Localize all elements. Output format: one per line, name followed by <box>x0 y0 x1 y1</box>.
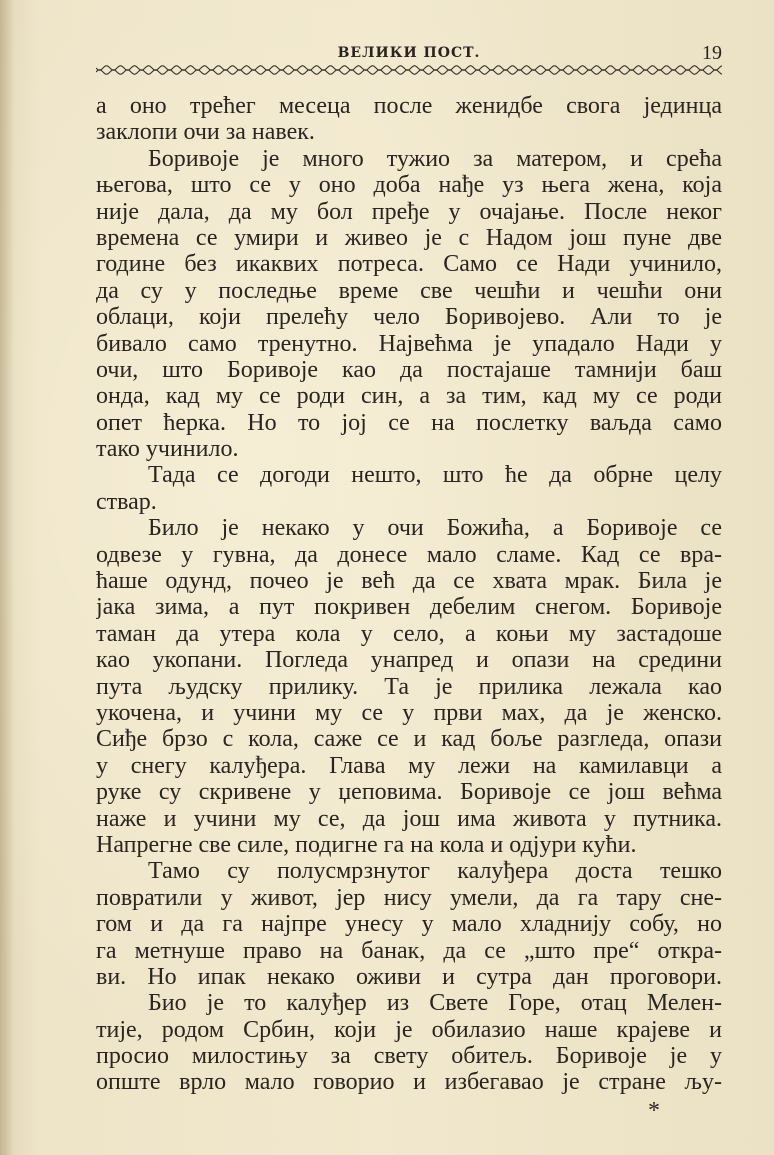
text-line: ви. Но ипак некако оживи и сутра дан проговори. <box>96 963 722 990</box>
page-number: 19 <box>702 42 722 64</box>
text-line: Био је то калуђер из Свете Горе, отац Мелен- <box>148 990 722 1017</box>
running-head: ВЕЛИКИ ПОСТ. <box>337 45 481 61</box>
text-line: Напрегне све силе, подигне га на кола и одјури кући. <box>96 831 637 858</box>
page-gutter-shadow <box>0 0 14 1155</box>
text-line: пута људску прилику. Та је прилика лежала као <box>96 673 722 700</box>
signature-mark: * <box>648 1098 660 1124</box>
text-line: руке су скривене у џеповима. Боривоје се још већма <box>96 779 722 806</box>
text-line: у снегу калуђера. Глава му лежи на камилавци а <box>96 752 722 779</box>
text-line: опште врло мало говорио и избегавао је стране љу- <box>96 1069 722 1096</box>
text-line: године без икаквих потреса. Само се Нади учинило, <box>96 251 722 278</box>
text-line: просио милостињу за свету обитељ. Боривоје је у <box>96 1043 722 1070</box>
text-line: тије, родом Србин, који је обилазио наше крајеве и <box>96 1016 722 1043</box>
text-line: да су у последње време све чешћи и чешћи они <box>96 277 722 304</box>
text-line: очи, што Боривоје као да постајаше тамнији баш <box>96 356 722 383</box>
text-line: опет ћерка. Но то јој се на послетку ваљда само <box>96 409 722 436</box>
body-text <box>96 93 722 1096</box>
text-line: Тамо су полусмрзнутог калуђера доста тешко <box>148 858 722 885</box>
text-line: ћаше одунд, почео је већ да се хвата мрак. Била је <box>96 568 722 595</box>
text-line: Тада се догоди нешто, што ће да обрне целу <box>148 462 722 489</box>
text-line: одвезе у гувна, да донесе мало сламе. Кад се вра- <box>96 541 722 568</box>
header-wavy-rule <box>96 64 722 76</box>
text-line: онда, кад му се роди син, а за тим, кад му се роди <box>96 383 722 410</box>
text-line: ствар. <box>96 488 157 515</box>
text-line: бивало само тренутно. Највећма је упадало Нади у <box>96 330 722 357</box>
text-line: јака зима, а пут покривен дебелим снегом. Боривоје <box>96 594 722 621</box>
text-line: укочена, и учини му се у први мах, да је женско. <box>96 699 722 726</box>
text-line: као укопани. Погледа унапред и опази на средини <box>96 647 722 674</box>
text-line: заклопи очи за навек. <box>96 119 315 146</box>
text-line: Било је некако у очи Божића, а Боривоје се <box>148 515 722 542</box>
text-line: његова, што се у оно доба нађе уз њега жена, која <box>96 172 722 199</box>
text-line: наже и учини му се, да још има живота у путника. <box>96 805 722 832</box>
text-line: Боривоје је много тужио за матером, и срећа <box>148 145 722 172</box>
text-line: Сиђе брзо с кола, саже се и кад боље разгледа, опази <box>96 726 722 753</box>
text-line: времена се умири и живео је с Надом још пуне две <box>96 224 722 251</box>
text-line: облаци, који прелећу чело Боривојево. Али то је <box>96 304 722 331</box>
text-line: тако учинило. <box>96 436 239 463</box>
text-line: није дала, да му бол пређе у очајање. После неког <box>96 198 722 225</box>
text-line: повратили у живот, јер нису умели, да га тару сне- <box>96 884 722 911</box>
text-line: га метнуше право на банак, да се „што пре“ откра- <box>96 937 722 964</box>
text-line: таман да утера кола у село, а коњи му застадоше <box>96 620 722 647</box>
text-line: а оно трећег месеца после женидбе свога јединца <box>96 93 722 119</box>
text-line: гом и да га најпре унесу у мало хладнију собу, но <box>96 911 722 938</box>
